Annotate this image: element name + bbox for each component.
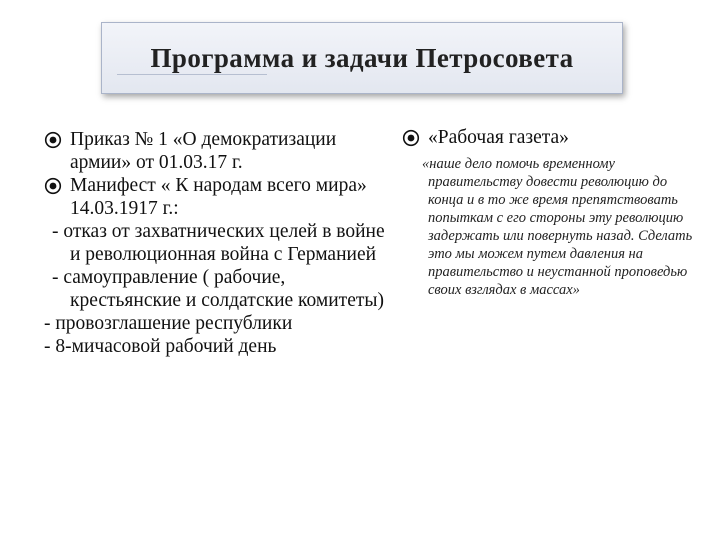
target-bullet-icon bbox=[402, 129, 420, 147]
list-line-self-government: - самоуправление ( рабочие, крестьянские и солдатские комитеты) bbox=[52, 267, 384, 311]
title-underline bbox=[117, 74, 267, 75]
list-line-war-aims: - отказ от захватнических целей в войне и революционная война с Германией bbox=[52, 221, 385, 265]
left-column bbox=[44, 128, 389, 358]
list-line-workday: - 8-мичасовой рабочий день bbox=[44, 336, 277, 357]
bullet-workers-gazette bbox=[402, 126, 702, 149]
target-bullet-icon bbox=[44, 131, 62, 149]
bullet-text: Манифест « К народам всего мира» 14.03.1917 г.: bbox=[70, 175, 367, 219]
bullet-text: «Рабочая газета» bbox=[428, 127, 569, 148]
page-title: Программа и задачи Петросовета bbox=[150, 42, 574, 73]
title-box bbox=[101, 22, 623, 94]
bullet-order-no1 bbox=[44, 128, 389, 174]
right-column bbox=[402, 126, 702, 299]
bullet-manifesto bbox=[44, 174, 389, 220]
target-bullet-icon bbox=[44, 177, 62, 195]
list-line-republic: - провозглашение республики bbox=[44, 313, 293, 334]
bullet-text: Приказ № 1 «О демократизации армии» от 01.03.17 г. bbox=[70, 129, 337, 173]
gazette-quote: «наше дело помочь временному правительству довести революцию до конца и в то же время препятствовать попыткам с его стороны эту революцию задержать или повернуть назад. Сделать это мы можем путем давления на правительство и неустанной проповедью своих взглядах в массах» bbox=[422, 156, 693, 298]
